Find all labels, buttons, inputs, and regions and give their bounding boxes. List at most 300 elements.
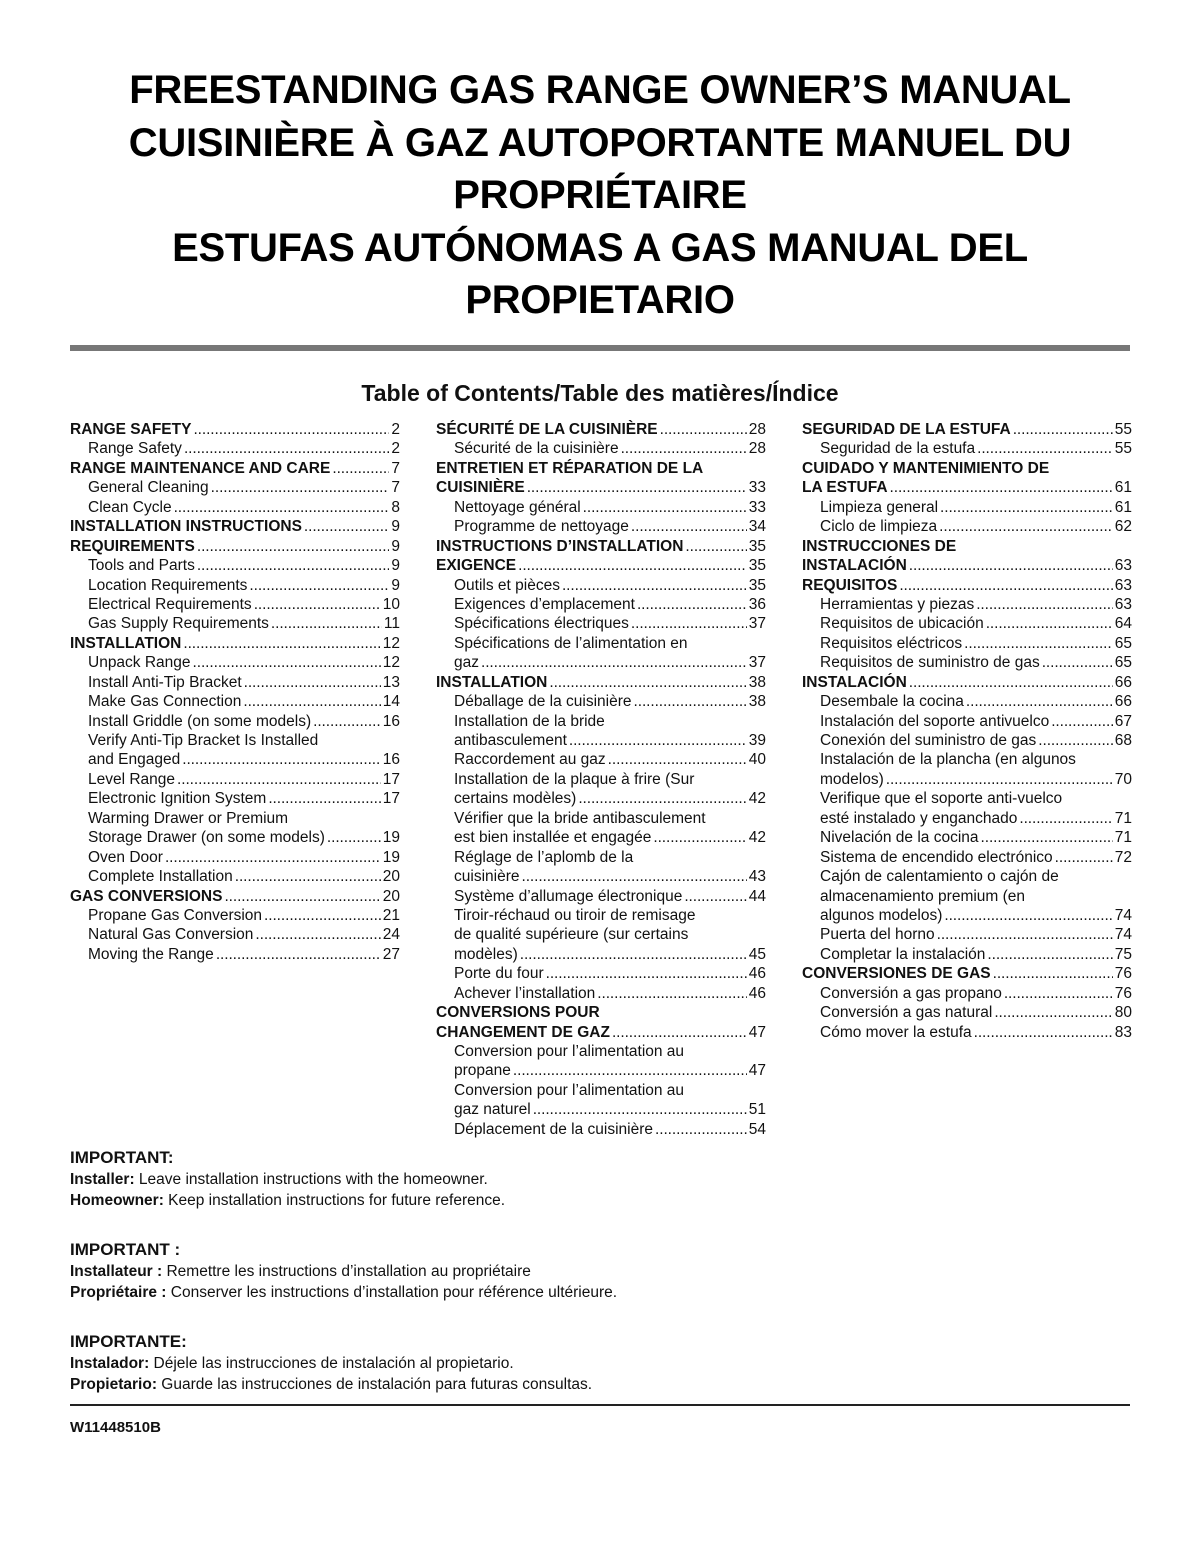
toc-column-french — [436, 420, 766, 1139]
note-heading: IMPORTANT : — [70, 1240, 181, 1259]
toc-entry-page: 44 — [748, 887, 766, 905]
toc-entry-label: Make Gas Connection — [88, 693, 242, 711]
toc-leader-dots — [684, 887, 746, 906]
toc-entry-label: Instalación de la plancha (en algunos — [820, 751, 1076, 769]
toc-leader-dots — [1013, 420, 1113, 439]
toc-leader-dots — [562, 576, 747, 595]
toc-leader-dots — [1042, 653, 1113, 672]
toc-entry — [436, 1023, 766, 1042]
toc-leader-dots — [182, 750, 381, 769]
toc-column-spanish — [802, 420, 1132, 1042]
note-english — [70, 1147, 1130, 1211]
toc-entry-page: 8 — [391, 498, 400, 516]
toc-leader-dots — [899, 576, 1112, 595]
toc-leader-dots — [976, 595, 1113, 614]
toc-entry-label: Completar la instalación — [820, 945, 986, 963]
toc-entry — [70, 634, 400, 653]
toc-leader-dots — [1004, 984, 1113, 1003]
toc-entry-label: INSTALACIÓN — [802, 673, 907, 691]
toc-entry-page: 24 — [382, 926, 400, 944]
toc-leader-dots — [520, 945, 747, 964]
toc-entry-label: Limpieza general — [820, 498, 939, 516]
toc-entry — [436, 964, 766, 983]
note-line — [70, 1190, 1130, 1211]
toc-entry-page: 66 — [1114, 673, 1132, 691]
toc-entry-label: ENTRETIEN ET RÉPARATION DE LA — [436, 459, 704, 477]
toc-entry-label: RANGE MAINTENANCE AND CARE — [70, 459, 331, 477]
toc-entry — [802, 692, 1132, 711]
toc-entry-label: SÉCURITÉ DE LA CUISINIÈRE — [436, 421, 658, 438]
toc-entry — [802, 439, 1132, 458]
toc-entry-label: modèles) — [454, 945, 518, 963]
toc-entry-label: CUISINIÈRE — [436, 479, 525, 497]
toc-entry-label: Installation de la bride — [454, 712, 605, 730]
toc-entry — [802, 634, 1132, 653]
toc-entry-label: Electrical Requirements — [88, 595, 252, 613]
note-label: Homeowner: — [70, 1192, 164, 1209]
toc-entry-page: 40 — [748, 751, 766, 769]
toc-entry — [436, 1042, 766, 1061]
toc-entry — [436, 867, 766, 886]
toc-entry-label: certains modèles) — [454, 790, 577, 808]
toc-entry — [436, 634, 766, 653]
toc-entry — [802, 653, 1132, 672]
toc-entry-label: Exigences d’emplacement — [454, 595, 635, 613]
toc-entry — [70, 576, 400, 595]
toc-entry-label: INSTRUCTIONS D’INSTALLATION — [436, 537, 684, 555]
toc-entry — [436, 537, 766, 556]
toc-entry — [802, 556, 1132, 575]
note-label: Propriétaire : — [70, 1284, 167, 1301]
toc-entry — [436, 439, 766, 458]
toc-entry-page: 74 — [1114, 906, 1132, 924]
toc-entry — [802, 576, 1132, 595]
toc-leader-dots — [268, 789, 380, 808]
toc-entry — [802, 1023, 1132, 1042]
toc-entry — [802, 595, 1132, 614]
toc-entry — [436, 712, 766, 731]
toc-entry-page: 16 — [382, 712, 400, 730]
toc-entry — [70, 770, 400, 789]
toc-entry — [802, 770, 1132, 789]
toc-leader-dots — [994, 1003, 1112, 1022]
note-text: Déjele las instrucciones de instalación al propietario. — [149, 1355, 514, 1372]
note-text: Conserver les instructions d’installation pour référence ultérieure. — [166, 1284, 618, 1301]
toc-leader-dots — [637, 595, 747, 614]
toc-entry-label: CONVERSIONES DE GAS — [802, 965, 991, 983]
note-heading: IMPORTANT: — [70, 1148, 174, 1167]
toc-leader-dots — [327, 828, 381, 847]
toc-entry — [70, 420, 400, 439]
toc-entry-label: Installation de la plaque à frire (Sur — [454, 770, 695, 788]
toc-entry-page: 9 — [391, 557, 400, 575]
toc-entry-page: 42 — [748, 790, 766, 808]
toc-entry-label: Système d’allumage électronique — [454, 887, 683, 905]
toc-entry — [802, 614, 1132, 633]
toc-entry-page: 14 — [382, 693, 400, 711]
toc-entry-label: Complete Installation — [88, 868, 233, 886]
toc-entry-label: Puerta del horno — [820, 926, 935, 944]
toc-leader-dots — [174, 498, 390, 517]
toc-entry-label: Install Griddle (on some models) — [88, 712, 312, 730]
toc-entry-label: Level Range — [88, 770, 176, 788]
toc-leader-dots — [944, 906, 1112, 925]
toc-entry-label: INSTRUCCIONES DE — [802, 537, 957, 555]
toc-leader-dots — [1055, 848, 1113, 867]
toc-leader-dots — [313, 712, 381, 731]
toc-entry-page: 9 — [391, 518, 400, 536]
toc-entry-label: CHANGEMENT DE GAZ — [436, 1023, 610, 1041]
toc-entry-page: 36 — [748, 595, 766, 613]
toc-leader-dots — [981, 828, 1113, 847]
toc-entry-page: 17 — [382, 790, 400, 808]
toc-entry — [436, 517, 766, 536]
toc-leader-dots — [655, 1120, 747, 1139]
toc-leader-dots — [332, 459, 389, 478]
toc-leader-dots — [631, 517, 747, 536]
toc-entry-page: 20 — [382, 887, 400, 905]
toc-entry-page: 35 — [748, 537, 766, 555]
toc-entry — [436, 770, 766, 789]
toc-entry-page: 19 — [382, 848, 400, 866]
toc-entry-page: 71 — [1114, 809, 1132, 827]
toc-entry-label: and Engaged — [88, 751, 181, 769]
toc-leader-dots — [685, 537, 746, 556]
note-line — [70, 1282, 1130, 1303]
toc-entry-page: 65 — [1114, 634, 1132, 652]
toc-entry — [70, 517, 400, 536]
toc-entry — [802, 945, 1132, 964]
toc-leader-dots — [1051, 712, 1113, 731]
toc-leader-dots — [546, 964, 747, 983]
note-label: Installateur : — [70, 1263, 163, 1280]
toc-entry — [436, 478, 766, 497]
toc-entry-label: Requisitos de suministro de gas — [820, 654, 1040, 672]
toc-entry-label: Seguridad de la estufa — [820, 440, 976, 458]
toc-entry-page: 76 — [1114, 965, 1132, 983]
toc-leader-dots — [977, 439, 1113, 458]
toc-entry — [70, 537, 400, 556]
toc-entry — [436, 750, 766, 769]
toc-entry — [802, 867, 1132, 886]
toc-entry-label: Conversión a gas propano — [820, 984, 1002, 1002]
toc-entry — [802, 809, 1132, 828]
toc-entry — [70, 595, 400, 614]
toc-entry-label: Propane Gas Conversion — [88, 906, 263, 924]
toc-leader-dots — [597, 984, 746, 1003]
toc-entry-label: propane — [454, 1062, 511, 1080]
toc-entry-page: 7 — [391, 459, 400, 477]
toc-leader-dots — [216, 945, 381, 964]
toc-entry — [802, 478, 1132, 497]
toc-entry — [70, 906, 400, 925]
document-number: W11448510B — [70, 1419, 161, 1436]
toc-entry-page: 37 — [748, 615, 766, 633]
footer-divider — [70, 1404, 1130, 1406]
note-text: Keep installation instructions for future reference. — [163, 1192, 506, 1209]
toc-entry — [70, 887, 400, 906]
toc-entry-label: Programme de nettoyage — [454, 518, 629, 536]
toc-entry-page: 61 — [1114, 479, 1132, 497]
toc-entry-label: Réglage de l’aplomb de la — [454, 848, 634, 866]
toc-entry — [70, 925, 400, 944]
toc-entry-page: 75 — [1114, 945, 1132, 963]
toc-leader-dots — [183, 634, 380, 653]
toc-entry — [802, 964, 1132, 983]
toc-entry — [70, 556, 400, 575]
toc-entry — [70, 439, 400, 458]
toc-leader-dots — [886, 770, 1113, 789]
toc-leader-dots — [244, 673, 381, 692]
title-line: PROPIETARIO — [465, 278, 735, 322]
toc-leader-dots — [481, 653, 747, 672]
toc-entry-page: 38 — [748, 693, 766, 711]
toc-entry-label: RANGE SAFETY — [70, 421, 192, 438]
title-line: FREESTANDING GAS RANGE OWNER’S MANUAL — [129, 68, 1071, 112]
toc-leader-dots — [940, 498, 1113, 517]
toc-entry-label: Range Safety — [88, 440, 182, 458]
toc-heading: Table of Contents/Table des matières/Índice — [361, 380, 839, 406]
toc-leader-dots — [235, 867, 381, 886]
toc-entry-page: 47 — [748, 1023, 766, 1041]
toc-entry — [70, 945, 400, 964]
toc-entry-page: 66 — [1114, 693, 1132, 711]
toc-entry-page: 55 — [1114, 440, 1132, 458]
note-label: Installer: — [70, 1171, 135, 1188]
toc-entry — [436, 945, 766, 964]
toc-entry-label: almacenamiento premium (en — [820, 887, 1026, 905]
toc-leader-dots — [939, 517, 1113, 536]
toc-entry-page: 21 — [382, 906, 400, 924]
toc-entry-page: 51 — [748, 1101, 766, 1119]
toc-entry-label: Moving the Range — [88, 945, 214, 963]
note-french — [70, 1239, 1130, 1303]
toc-entry — [802, 673, 1132, 692]
toc-entry-page: 64 — [1114, 615, 1132, 633]
toc-leader-dots — [937, 925, 1113, 944]
note-label: Instalador: — [70, 1355, 150, 1372]
toc-entry-page: 83 — [1114, 1023, 1132, 1041]
toc-entry — [70, 653, 400, 672]
toc-entry-label: INSTALLATION — [70, 634, 182, 652]
toc-leader-dots — [608, 750, 747, 769]
toc-entry — [436, 809, 766, 828]
toc-entry — [70, 712, 400, 731]
toc-entry — [436, 887, 766, 906]
toc-entry-label: REQUIREMENTS — [70, 537, 195, 555]
toc-entry-label: Requisitos de ubicación — [820, 615, 984, 633]
important-notes — [70, 1147, 1130, 1423]
toc-leader-dots — [304, 517, 389, 536]
toc-entry-page: 80 — [1114, 1004, 1132, 1022]
toc-entry-page: 17 — [382, 770, 400, 788]
toc-entry-page: 19 — [382, 829, 400, 847]
toc-entry-page: 35 — [748, 557, 766, 575]
toc-entry — [802, 712, 1132, 731]
toc-entry-label: Ciclo de limpieza — [820, 518, 938, 536]
toc-entry-label: gaz naturel — [454, 1101, 531, 1119]
title-line: PROPRIÉTAIRE — [453, 173, 747, 217]
toc-entry-label: Conversión a gas natural — [820, 1004, 993, 1022]
toc-leader-dots — [974, 1023, 1113, 1042]
toc-entry-label: antibasculement — [454, 732, 567, 749]
toc-entry — [436, 789, 766, 808]
toc-entry-page: 20 — [382, 868, 400, 886]
title-line: ESTUFAS AUTÓNOMAS A GAS MANUAL DEL — [172, 225, 1028, 270]
toc-entry-label: Storage Drawer (on some models) — [88, 829, 325, 847]
toc-entry — [802, 828, 1132, 847]
toc-leader-dots — [890, 478, 1113, 497]
title-line: CUISINIÈRE À GAZ AUTOPORTANTE MANUEL DU — [128, 120, 1072, 165]
toc-entry-label: de qualité supérieure (sur certains — [454, 926, 689, 944]
toc-entry — [436, 498, 766, 517]
toc-leader-dots — [521, 867, 746, 886]
toc-entry — [802, 459, 1132, 478]
toc-entry-page: 63 — [1114, 576, 1132, 594]
toc-entry-label: Déballage de la cuisinière — [454, 693, 632, 711]
toc-leader-dots — [193, 420, 389, 439]
toc-entry — [436, 576, 766, 595]
toc-entry — [70, 614, 400, 633]
toc-entry — [70, 459, 400, 478]
toc-entry-label: EXIGENCE — [436, 557, 517, 575]
toc-entry-label: algunos modelos) — [820, 906, 943, 924]
toc-leader-dots — [569, 731, 747, 750]
toc-entry-page: 11 — [383, 615, 400, 633]
title-divider — [70, 345, 1130, 351]
toc-entry-label: gaz — [454, 654, 479, 672]
toc-entry-label: CONVERSIONS POUR — [436, 1004, 600, 1022]
toc-entry-page: 33 — [748, 479, 766, 497]
toc-leader-dots — [660, 420, 747, 439]
toc-entry-label: Clean Cycle — [88, 498, 172, 516]
toc-entry-page: 28 — [748, 421, 766, 438]
toc-entry-page: 13 — [382, 673, 400, 691]
note-text: Guarde las instrucciones de instalación para futuras consultas. — [156, 1376, 593, 1393]
toc-entry-label: Location Requirements — [88, 576, 248, 594]
toc-entry-page: 34 — [748, 518, 766, 536]
toc-entry-page: 16 — [382, 751, 400, 769]
toc-entry — [802, 498, 1132, 517]
toc-entry-page: 63 — [1114, 595, 1132, 613]
toc-entry — [436, 906, 766, 925]
toc-entry-page: 10 — [382, 595, 400, 613]
toc-entry-label: Outils et pièces — [454, 576, 560, 594]
toc-leader-dots — [631, 614, 747, 633]
toc-entry — [70, 750, 400, 769]
toc-entry-label: Spécifications électriques — [454, 615, 629, 633]
toc-entry — [802, 517, 1132, 536]
toc-entry — [436, 459, 766, 478]
toc-entry — [436, 1061, 766, 1080]
toc-entry — [436, 1100, 766, 1119]
toc-entry-page: 2 — [391, 421, 400, 438]
toc-entry — [802, 925, 1132, 944]
toc-leader-dots — [549, 673, 746, 692]
toc-entry-page: 9 — [391, 576, 400, 594]
toc-entry-page: 35 — [748, 576, 766, 594]
toc-leader-dots — [966, 692, 1113, 711]
toc-entry-page: 61 — [1114, 498, 1132, 516]
toc-entry-label: Oven Door — [88, 848, 163, 866]
toc-entry-page: 12 — [382, 654, 400, 672]
toc-entry-label: Déplacement de la cuisinière — [454, 1120, 654, 1138]
toc-entry — [802, 1003, 1132, 1022]
toc-leader-dots — [264, 906, 381, 925]
toc-entry — [802, 750, 1132, 769]
toc-leader-dots — [271, 614, 382, 633]
toc-entry — [70, 848, 400, 867]
toc-entry-page: 67 — [1114, 712, 1132, 730]
toc-entry — [436, 848, 766, 867]
toc-entry-label: Porte du four — [454, 965, 544, 983]
toc-leader-dots — [513, 1061, 747, 1080]
toc-entry — [802, 731, 1132, 750]
toc-entry — [802, 537, 1132, 556]
toc-entry — [436, 595, 766, 614]
toc-entry-page: 70 — [1114, 770, 1132, 788]
toc-entry — [436, 1003, 766, 1022]
toc-leader-dots — [909, 556, 1113, 575]
toc-entry-label: Unpack Range — [88, 654, 191, 672]
toc-entry-page: 43 — [748, 868, 766, 886]
toc-entry-label: Nivelación de la cocina — [820, 829, 979, 847]
toc-leader-dots — [986, 614, 1113, 633]
toc-entry-label: Verifique que el soporte anti-vuelco — [820, 790, 1063, 808]
toc-entry-label: INSTALACIÓN — [802, 557, 907, 575]
toc-entry-page: 65 — [1114, 654, 1132, 672]
toc-entry-page: 68 — [1114, 732, 1132, 749]
toc-entry-label: Achever l’installation — [454, 984, 596, 1002]
note-line — [70, 1353, 1130, 1374]
toc-entry-label: Sistema de encendido electrónico — [820, 848, 1053, 866]
toc-leader-dots — [197, 556, 390, 575]
toc-leader-dots — [165, 848, 381, 867]
toc-leader-dots — [518, 556, 747, 575]
toc-leader-dots — [527, 478, 747, 497]
toc-entry-page: 63 — [1114, 557, 1132, 575]
toc-entry — [436, 673, 766, 692]
toc-leader-dots — [634, 692, 747, 711]
toc-entry — [802, 984, 1132, 1003]
toc-entry-label: General Cleaning — [88, 479, 209, 497]
note-line — [70, 1374, 1130, 1395]
toc-entry — [70, 731, 400, 750]
toc-entry-page: 37 — [748, 654, 766, 672]
toc-entry-page: 46 — [748, 965, 766, 983]
toc-leader-dots — [909, 673, 1113, 692]
note-text: Leave installation instructions with the homeowner. — [134, 1171, 488, 1188]
toc-entry-page: 2 — [391, 440, 400, 458]
toc-entry — [436, 925, 766, 944]
toc-entry-label: est bien installée et engagée — [454, 829, 652, 847]
toc-entry — [436, 556, 766, 575]
toc-entry-label: Electronic Ignition System — [88, 790, 267, 808]
toc-entry — [70, 692, 400, 711]
toc-entry-label: INSTALLATION — [436, 673, 548, 691]
toc-leader-dots — [1019, 809, 1112, 828]
toc-entry-page: 74 — [1114, 926, 1132, 944]
toc-entry-page: 45 — [748, 945, 766, 963]
toc-entry-label: Sécurité de la cuisinière — [454, 440, 619, 458]
toc-entry-page: 28 — [748, 440, 766, 458]
toc-entry — [436, 828, 766, 847]
toc-entry-page: 39 — [748, 732, 766, 749]
toc-entry-page: 72 — [1114, 848, 1132, 866]
note-spanish — [70, 1331, 1130, 1395]
toc-entry — [802, 420, 1132, 439]
toc-entry — [436, 420, 766, 439]
